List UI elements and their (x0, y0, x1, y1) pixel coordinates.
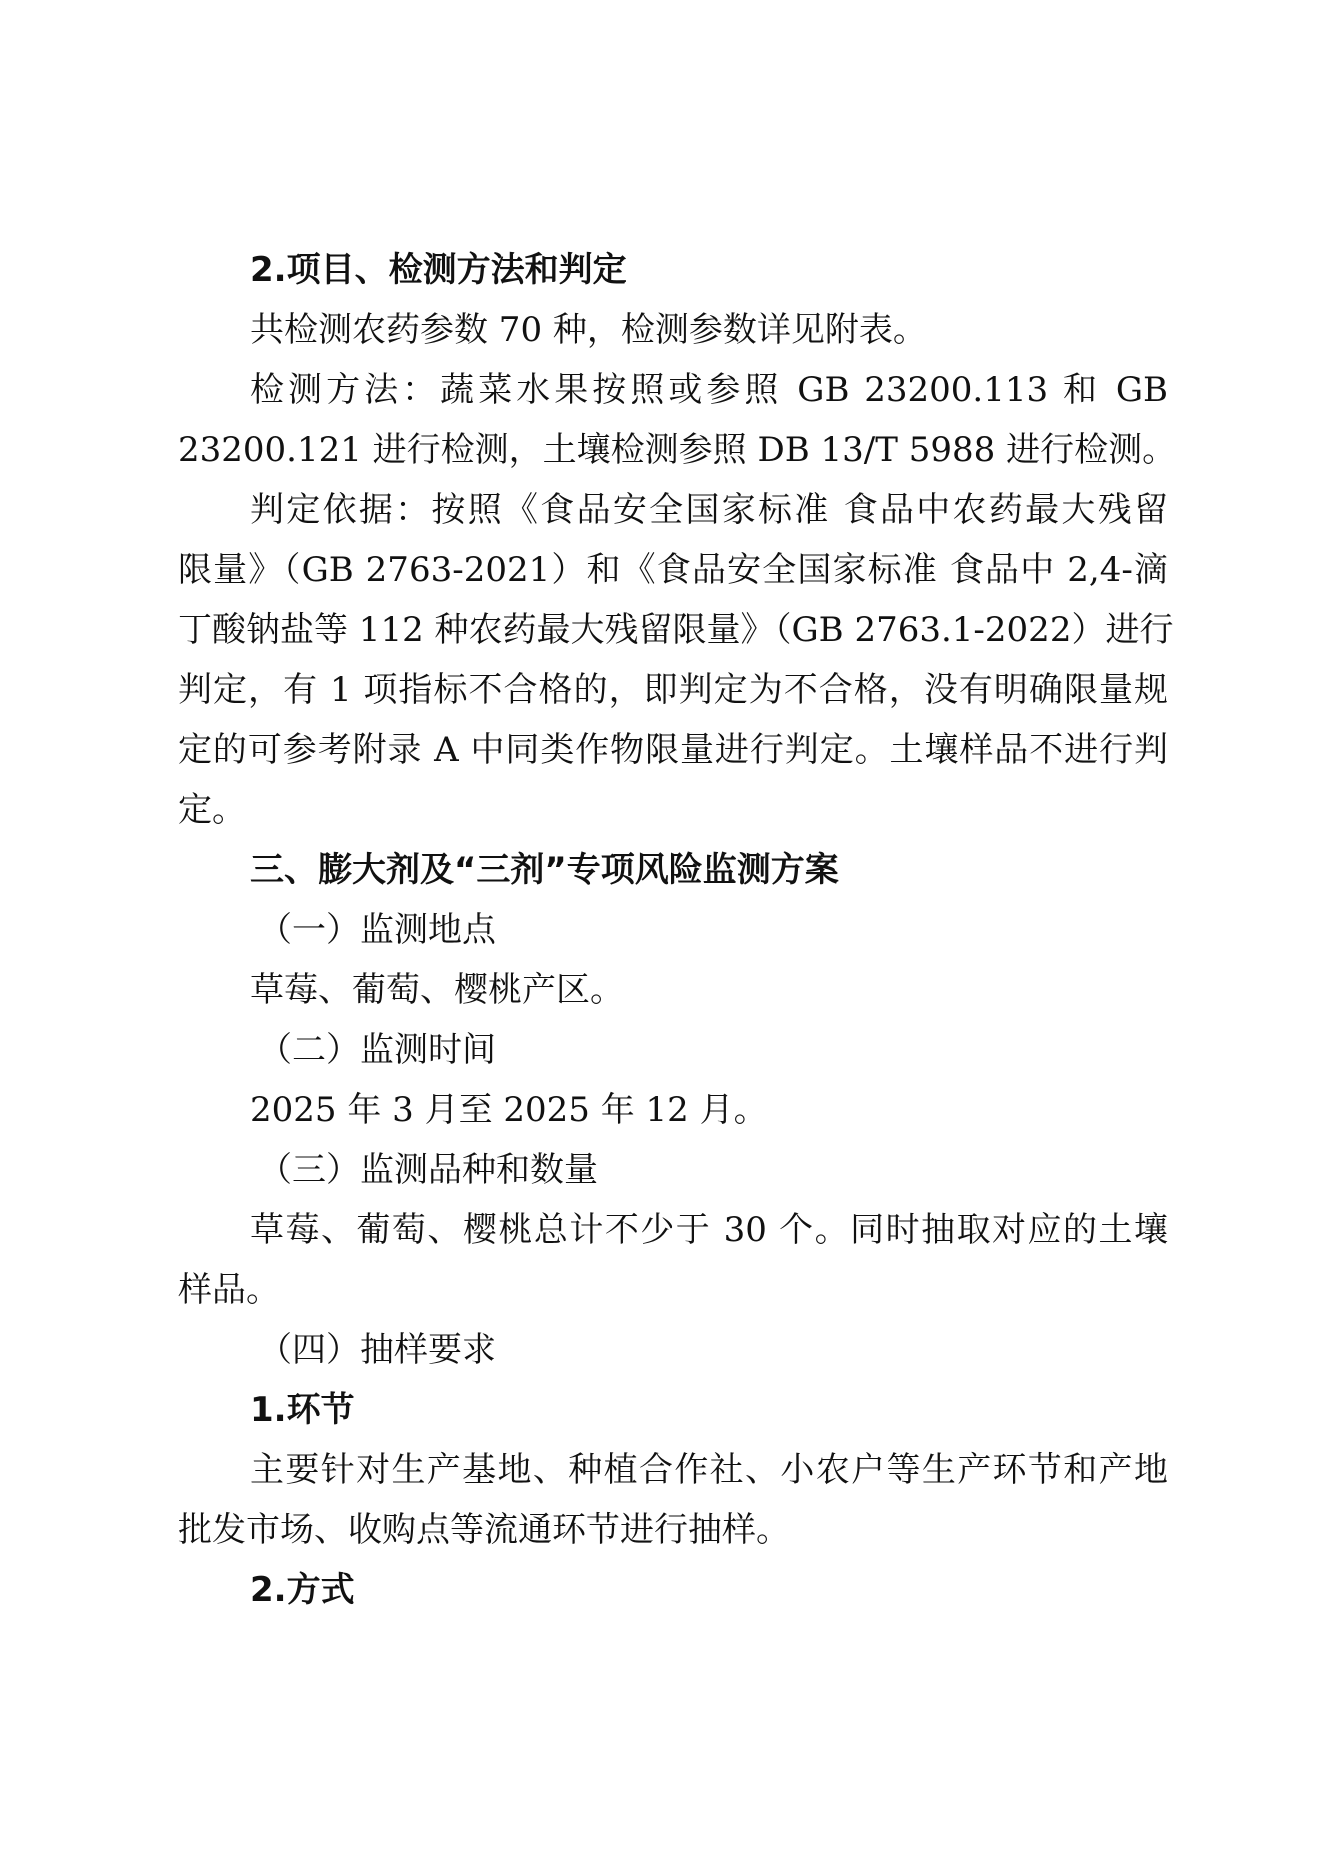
paragraph-judgment-basis-line-4: 判定，有 1 项指标不合格的，即判定为不合格，没有明确限量规 (178, 670, 1168, 710)
subheading-monitoring-time: （二）监测时间 (258, 1030, 496, 1070)
paragraph-judgment-basis-line-5: 定的可参考附录 A 中同类作物限量进行判定。土壤样品不进行判 (178, 730, 1168, 770)
paragraph-varieties-quantity-line-2: 样品。 (178, 1270, 280, 1310)
item-heading-method: 2.方式 (250, 1570, 355, 1610)
paragraph-detection-method-line-2: 23200.121 进行检测，土壤检测参照 DB 13/T 5988 进行检测。 (178, 430, 1177, 470)
subheading-varieties-quantity: （三）监测品种和数量 (258, 1150, 598, 1190)
paragraph-judgment-basis-line-1: 判定依据：按照《食品安全国家标准 食品中农药最大残留 (250, 490, 1168, 530)
subsection-heading-items-methods: 2.项目、检测方法和判定 (250, 250, 627, 290)
paragraph-varieties-quantity-line-1: 草莓、葡萄、樱桃总计不少于 30 个。同时抽取对应的土壤 (250, 1210, 1168, 1250)
paragraph-judgment-basis-line-3: 丁酸钠盐等 112 种农药最大残留限量》（GB 2763.1-2022）进行 (178, 610, 1174, 650)
paragraph-link-line-2: 批发市场、收购点等流通环节进行抽样。 (178, 1510, 790, 1550)
paragraph-judgment-basis-line-2: 限量》（GB 2763-2021）和《食品安全国家标准 食品中 2,4-滴 (178, 550, 1168, 590)
paragraph-monitoring-location: 草莓、葡萄、樱桃产区。 (250, 970, 624, 1010)
paragraph-judgment-basis-line-6: 定。 (178, 790, 246, 830)
paragraph-monitoring-time: 2025 年 3 月至 2025 年 12 月。 (250, 1090, 768, 1130)
item-heading-link: 1.环节 (250, 1390, 355, 1430)
subheading-sampling-requirements: （四）抽样要求 (258, 1330, 496, 1370)
paragraph-link-line-1: 主要针对生产基地、种植合作社、小农户等生产环节和产地 (250, 1450, 1168, 1490)
paragraph-detection-method-line-1: 检测方法：蔬菜水果按照或参照 GB 23200.113 和 GB (250, 370, 1168, 410)
subheading-monitoring-location: （一）监测地点 (258, 910, 496, 950)
document-body (178, 240, 1177, 1620)
paragraph-parameter-count: 共检测农药参数 70 种，检测参数详见附表。 (250, 310, 927, 350)
section-heading-three: 三、膨大剂及“三剂”专项风险监测方案 (250, 850, 839, 890)
